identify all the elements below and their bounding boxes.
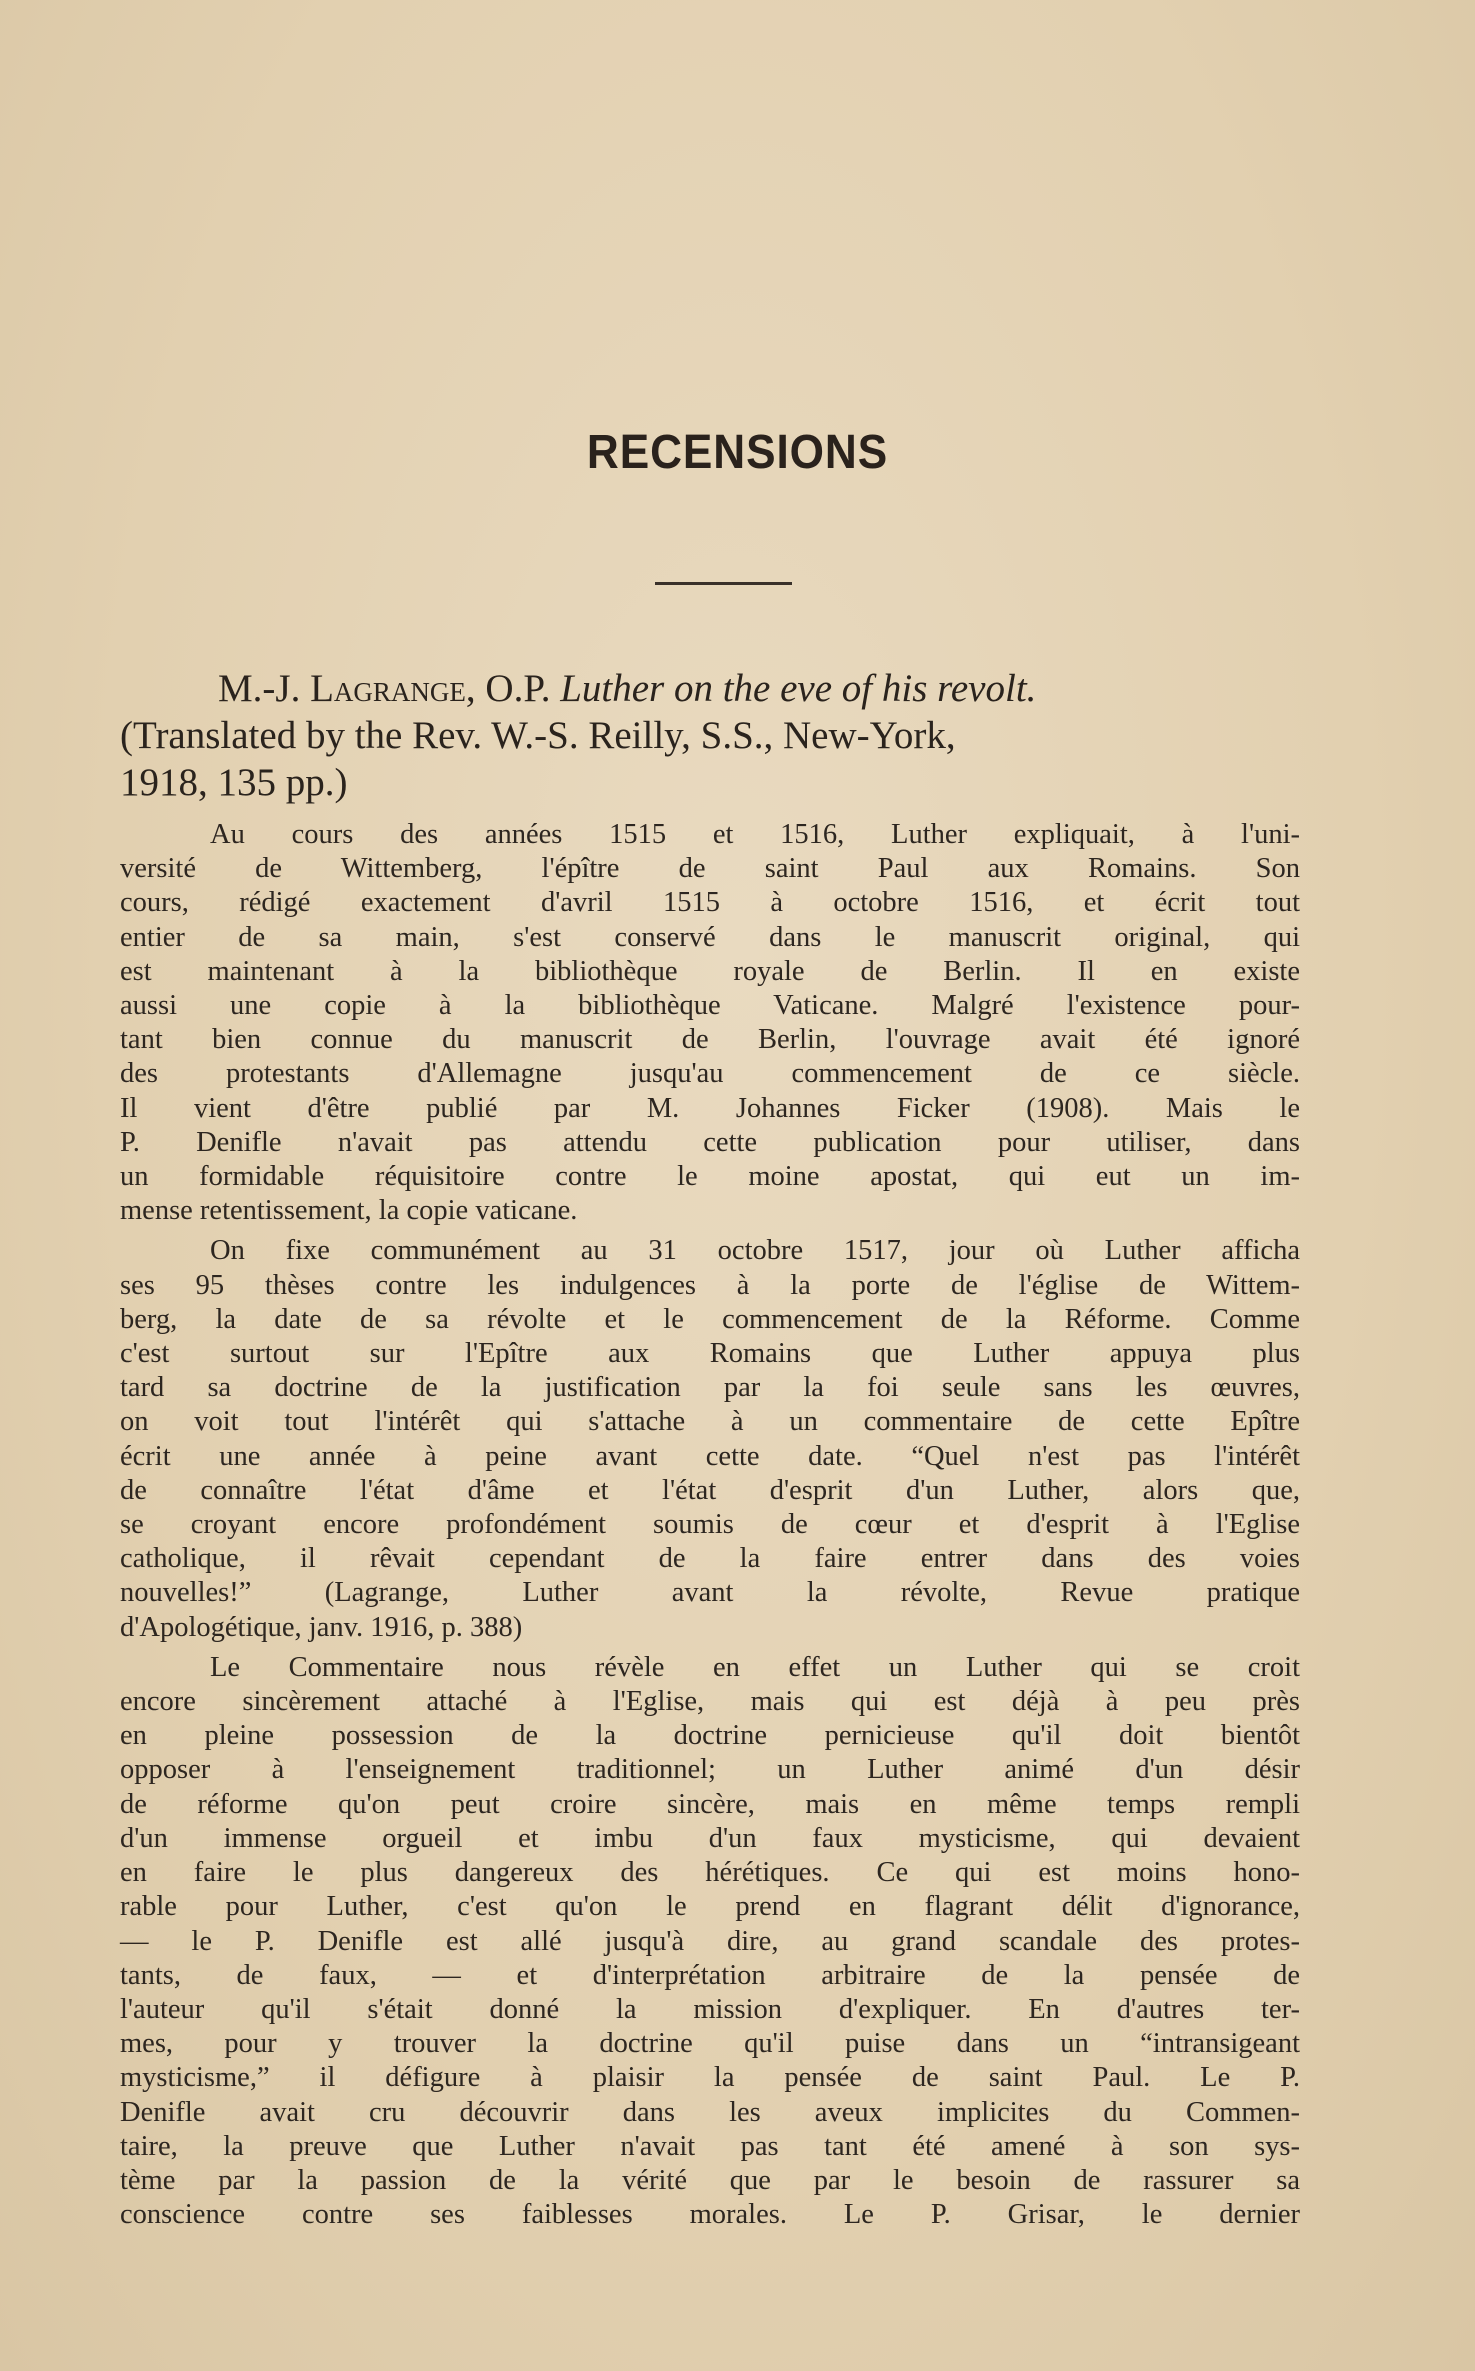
text-line: de réforme qu'on peut croire sincère, mais en même temps rempli	[120, 1788, 1300, 1820]
text-line: entier de sa main, s'est conservé dans le manuscrit original, qui	[120, 921, 1300, 953]
text-line: catholique, il rêvait cependant de la faire entrer dans des voies	[120, 1543, 1300, 1575]
text-line: On fixe communément au 31 octobre 1517, jour où Luther afficha	[210, 1235, 1300, 1267]
text-line: un formidable réquisitoire contre le moine apostat, qui eut un im-	[120, 1161, 1300, 1193]
text-line: tant bien connue du manuscrit de Berlin, l'ouvrage avait été ignoré	[120, 1024, 1300, 1056]
text-line: écrit une année à peine avant cette date. “Quel n'est pas l'intérêt	[120, 1440, 1300, 1472]
text-line: mense retentissement, la copie vaticane.	[120, 1195, 578, 1227]
text-line: tants, de faux, — et d'interprétation arbitraire de la pensée de	[120, 1959, 1300, 1991]
book-reference	[120, 665, 1300, 806]
text-line: versité de Wittemberg, l'épître de saint Paul aux Romains. Son	[120, 853, 1300, 885]
text-line: l'auteur qu'il s'était donné la mission d'expliquer. En d'autres ter-	[120, 1993, 1300, 2025]
reference-author: M.-J. Lagrange, O.P.	[218, 667, 551, 710]
reference-line-3: 1918, 135 pp.)	[120, 761, 348, 804]
text-line: cours, rédigé exactement d'avril 1515 à octobre 1516, et écrit tout	[120, 887, 1300, 919]
text-line: en pleine possession de la doctrine pernicieuse qu'il doit bientôt	[120, 1720, 1300, 1752]
paragraph-2	[120, 1234, 1300, 1644]
page-title: RECENSIONS	[586, 426, 889, 479]
text-line: berg, la date de sa révolte et le commencement de la Réforme. Comme	[120, 1303, 1300, 1335]
text-line: Au cours des années 1515 et 1516, Luther expliquait, à l'uni-	[210, 819, 1300, 850]
paragraph-1	[120, 818, 1300, 1228]
reference-line-1	[218, 665, 1300, 712]
text-line: est maintenant à la bibliothèque royale de Berlin. Il en existe	[120, 955, 1300, 987]
text-line: tème par la passion de la vérité que par le besoin de rassurer sa	[120, 2164, 1300, 2196]
text-line: nouvelles!” (Lagrange, Luther avant la révolte, Revue pratique	[120, 1577, 1300, 1609]
review-body	[120, 818, 1300, 2238]
text-line: rable pour Luther, c'est qu'on le prend en flagrant délit d'ignorance,	[120, 1891, 1300, 1923]
text-line: on voit tout l'intérêt qui s'attache à un commentaire de cette Epître	[120, 1406, 1300, 1438]
text-line: Il vient d'être publié par M. Johannes Ficker (1908). Mais le	[120, 1092, 1300, 1124]
text-line: Denifle avait cru découvrir dans les aveux implicites du Commen-	[120, 2096, 1300, 2128]
text-line: ses 95 thèses contre les indulgences à la porte de l'église de Wittem-	[120, 1269, 1300, 1301]
text-line: en faire le plus dangereux des hérétiques. Ce qui est moins hono-	[120, 1857, 1300, 1889]
text-line: encore sincèrement attaché à l'Eglise, mais qui est déjà à peu près	[120, 1686, 1300, 1718]
text-line: se croyant encore profondément soumis de cœur et d'esprit à l'Eglise	[120, 1509, 1300, 1541]
paragraph-3	[120, 1651, 1300, 2232]
text-line: conscience contre ses faiblesses morales. Le P. Grisar, le dernier	[120, 2199, 1300, 2231]
text-line: aussi une copie à la bibliothèque Vaticane. Malgré l'existence pour-	[120, 990, 1300, 1022]
text-line: P. Denifle n'avait pas attendu cette publication pour utiliser, dans	[120, 1126, 1300, 1158]
text-line: — le P. Denifle est allé jusqu'à dire, au grand scandale des protes-	[120, 1925, 1300, 1957]
reference-book-title: Luther on the eve of his revolt.	[560, 667, 1037, 710]
text-line: mes, pour y trouver la doctrine qu'il puise dans un “intransigeant	[120, 2028, 1300, 2060]
text-line: des protestants d'Allemagne jusqu'au commencement de ce siècle.	[120, 1058, 1300, 1090]
text-line: d'Apologétique, janv. 1916, p. 388)	[120, 1611, 523, 1643]
text-line: de connaître l'état d'âme et l'état d'esprit d'un Luther, alors que,	[120, 1474, 1300, 1506]
text-line: d'un immense orgueil et imbu d'un faux mysticisme, qui devaient	[120, 1822, 1300, 1854]
text-line: c'est surtout sur l'Epître aux Romains que Luther appuya plus	[120, 1338, 1300, 1370]
text-line: mysticisme,” il défigure à plaisir la pensée de saint Paul. Le P.	[120, 2062, 1300, 2094]
text-line: taire, la preuve que Luther n'avait pas tant été amené à son sys-	[120, 2130, 1300, 2162]
text-line: opposer à l'enseignement traditionnel; un Luther animé d'un désir	[120, 1754, 1300, 1786]
title-rule	[655, 582, 792, 585]
reference-line-2: (Translated by the Rev. W.-S. Reilly, S.S., New-York,	[120, 714, 956, 757]
text-line: tard sa doctrine de la justification par la foi seule sans les œuvres,	[120, 1372, 1300, 1404]
text-line: Le Commentaire nous révèle en effet un Luther qui se croit	[210, 1651, 1300, 1683]
